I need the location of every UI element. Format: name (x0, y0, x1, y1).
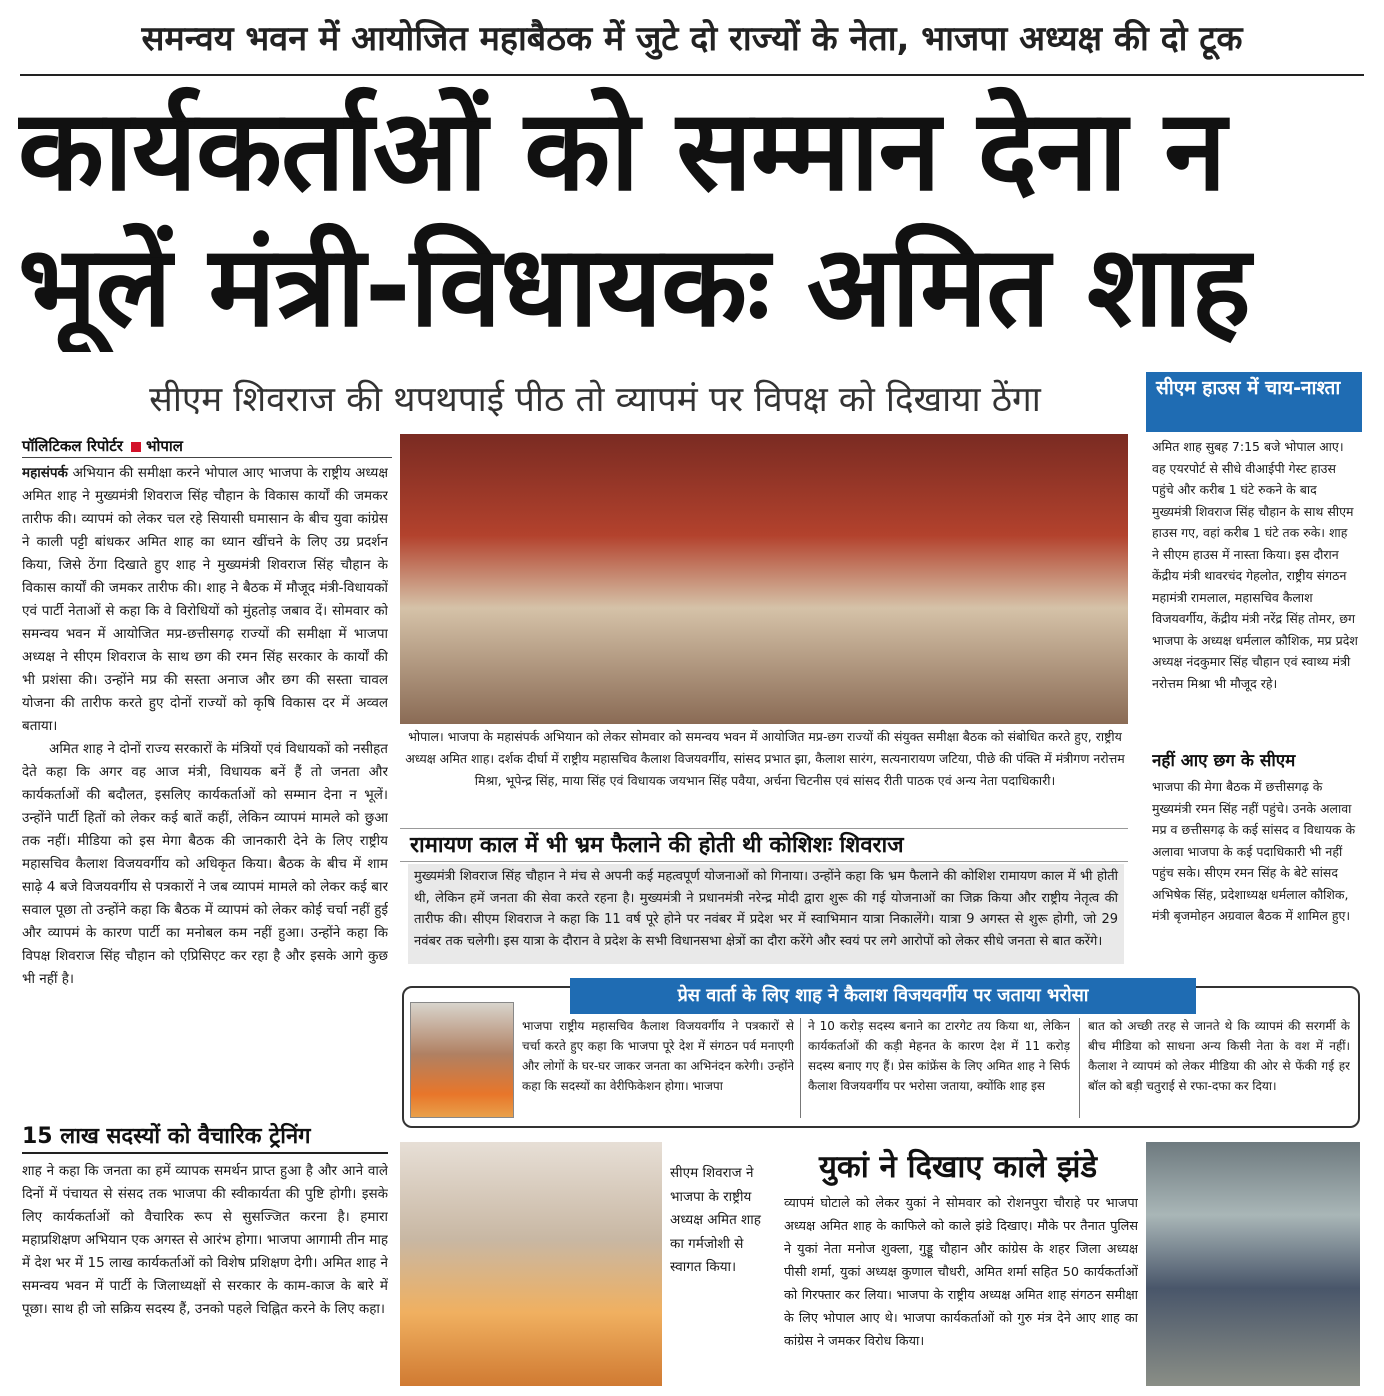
sidebar-body-2: भाजपा की मेगा बैठक में छत्तीसगढ़ के मुख्यमंत्री रमन सिंह नहीं पहुंचे। उनके अलावा मप्र व छत्तीसगढ़ के कई सांसद व विधायक के अलावा भाजपा के कई पदाधिकारी भी नहीं पहुंच सके। सीएम रमन सिंह के बेटे सांसद अभिषेक सिंह, प्रदेशाध्यक्ष धर्मलाल कौशिक, मंत्री बृजमोहन अग्रवाल बैठक में शामिल हुए। (1152, 779, 1356, 923)
welcome-photo (400, 1142, 662, 1386)
kicker-rule (20, 74, 1364, 76)
main-story-paragraph-2: अमित शाह ने दोनों राज्य सरकारों के मंत्रियों एवं विधायकों को नसीहत देते कहा कि अगर वह आज मंत्री, विधायक बनें हैं तो जनता और कार्यकर्ताओं की बदौलत, इसलिए कार्यकर्ताओं को सम्मान देना न भूलें। उन्होंने पार्टी हितों को लेकर कई बातें कहीं, लेकिन व्यापमं मामले को छुआ तक नहीं। मीडिया को इस मेगा बैठक की जानकारी देने के लिए राष्ट्रीय महासचिव कैलाश विजयवर्गीय को अधिकृत किया। बैठक के बीच में शाम साढ़े 4 बजे विजयवर्गीय से पत्रकारों ने जब व्यापमं मामले को लेकर कई बार सवाल पूछा तो उन्होंने कहा कि बैठक में व्यापमं को लेकर कोई चर्चा नहीं हुई और व्यापमं के कारण पार्टी का मनोबल कम नहीं हुआ। उन्होंने कहा कि विपक्ष शिवराज सिंह चौहान को एप्रिसिएट कर रहा है और इसके आगे कुछ भी नहीं है। (22, 741, 388, 987)
main-story-body (22, 462, 388, 1114)
press-column-1: भाजपा राष्ट्रीय महासचिव कैलाश विजयवर्गीय ने पत्रकारों से चर्चा करते हुए कहा कि भाजपा पूरे देश में संगठन पर्व मनाएगी और लोगों के घर-घर जाकर जनता का अभिनंदन करेगी। उन्होंने कहा कि सदस्यों का वेरीफिकेशन होगा। भाजपा (522, 1019, 794, 1093)
deck-subheadline: सीएम शिवराज की थपथपाई पीठ तो व्यापमं पर विपक्ष को दिखाया ठेंगा (149, 380, 1041, 420)
press-heading: प्रेस वार्ता के लिए शाह ने कैलाश विजयवर्गीय पर जताया भरोसा (570, 978, 1196, 1014)
column-divider (800, 1018, 801, 1118)
rally-photo (400, 434, 1128, 724)
lead-word: महासंपर्क (22, 465, 68, 481)
youth-congress-body: व्यापमं घोटाले को लेकर युकां ने सोमवार को रोशनपुरा चौराहे पर भाजपा अध्यक्ष अमित शाह के काफिले को काले झंडे दिखाए। मौके पर तैनात पुलिस ने युकां नेता मनोज शुक्ला, गुड्डू चौहान और कांग्रेस के शहर जिला अध्यक्ष पीसी शर्मा, युकां अध्यक्ष कुणाल चौधरी, अमित शर्मा सहित 50 कार्यकर्ताओं को गिरफ्तार कर लिया। भाजपा के राष्ट्रीय अध्यक्ष अमित शाह संगठन समीक्षा के लिए भोपाल आए थे। भाजपा कार्यकर्ताओं को गुरु मंत्र देने आए शाह का कांग्रेस ने जमकर विरोध किया। (784, 1196, 1138, 1349)
kicker-headline: समन्वय भवन में आयोजित महाबैठक में जुटे दो राज्यों के नेता, भाजपा अध्यक्ष की दो टूक (141, 19, 1243, 59)
ramayan-body: मुख्यमंत्री शिवराज सिंह चौहान ने मंच से अपनी कई महत्वपूर्ण योजनाओं को गिनाया। उन्होंने कहा कि भ्रम फैलाने की कोशिश रामायण काल में भी होती थी, लेकिन हमें जनता की सेवा करते रहना है। मुख्यमंत्री ने प्रधानमंत्री नरेन्द्र मोदी द्वारा शुरू की गई योजनाओं का जिक्र किया और राष्ट्रीय नेतृत्व की तारीफ की। सीएम शिवराज ने कहा कि 11 वर्ष पूरे होने पर नवंबर में प्रदेश भर में स्वाभिमान यात्रा निकालेंगे। यात्रा 9 अगस्त से शुरू होगी, जो 29 नवंबर तक चलेगी। इस यात्रा के दौरान वे प्रदेश के सभी विधानसभा क्षेत्रों का दौरा करेंगे और स्वयं पर लगे आरोपों को लेकर सीधे जनता से बात करेंगे। (408, 864, 1124, 964)
byline (22, 436, 392, 458)
press-column-2: ने 10 करोड़ सदस्य बनाने का टारगेट तय किया था, लेकिन कार्यकर्ताओं की कड़ी मेहनत के कारण देश में 11 करोड़ सदस्य बनाए गए हैं। प्रेस कांफ्रेंस के लिए अमित शाह ने सिर्फ कैलाश विजयवर्गीय पर भरोसा जताया, क्योंकि शाह इस (808, 1019, 1070, 1093)
training-heading: 15 लाख सदस्यों को वैचारिक ट्रेनिंग (22, 1122, 388, 1154)
youth-congress-heading: युकां ने दिखाए काले झंडे (818, 1149, 1098, 1185)
training-body: शाह ने कहा कि जनता का हमें व्यापक समर्थन प्राप्त हुआ है और आने वाले दिनों में पंचायत से संसद तक भाजपा की स्वीकार्यता की पुष्टि होगी। इसके लिए कार्यकर्ताओं को वैचारिक रूप से सुसज्जित करना है। हमारा महाप्रशिक्षण अभियान एक अगस्त से आरंभ होगा। भाजपा आगामी तीन माह में देश भर में 15 लाख कार्यकर्ताओं को विशेष प्रशिक्षण देगी। अमित शाह ने समन्वय भवन में पार्टी के जिलाध्यक्षों से सरकार के काम-काज के बारे में पूछा। साथ ही जो सक्रिय सदस्य हैं, उनको पहले चिह्नित करने के लिए कहा। (22, 1163, 388, 1317)
column-divider (1079, 1018, 1080, 1118)
byline-reporter: पॉलिटिकल रिपोर्टर (22, 437, 123, 455)
byline-city: भोपाल (145, 437, 183, 455)
press-column-3: बात को अच्छी तरह से जानते थे कि व्यापमं की सरगर्मी के बीच मीडिया को साधना अन्य किसी नेता के वश में नहीं। कैलाश ने व्यापमं को लेकर मीडिया की ओर से फेंकी गई हर बॉल को बड़ी चतुराई से रफा-दफा कर दिया। (1088, 1019, 1350, 1093)
ramayan-heading: रामायण काल में भी भ्रम फैलाने की होती थी कोशिशः शिवराज (400, 828, 1128, 862)
main-headline-line1: कार्यकर्ताओं को सम्मान देना न (18, 86, 1226, 216)
welcome-photo-caption: सीएम शिवराज ने भाजपा के राष्ट्रीय अध्यक्ष अमित शाह का गर्मजोशी से स्वागत किया। (670, 1165, 761, 1275)
red-square-icon (131, 442, 141, 452)
main-story-paragraph-1 (22, 462, 388, 738)
main-headline-line2: भूलें मंत्री-विधायकः अमित शाह (18, 222, 1250, 352)
protest-arrest-photo (1146, 1142, 1360, 1386)
sidebar-subheading: नहीं आए छग के सीएम (1152, 751, 1296, 771)
kailash-portrait-photo (410, 1002, 514, 1118)
sidebar-heading: सीएम हाउस में चाय-नाश्ता (1146, 372, 1362, 432)
sidebar-body: अमित शाह सुबह 7:15 बजे भोपाल आए। वह एयरपोर्ट से सीधे वीआईपी गेस्ट हाउस पहुंचे और करीब 1 घंटे रुकने के बाद मुख्यमंत्री शिवराज सिंह चौहान के साथ सीएम हाउस गए, वहां करीब 1 घंटे तक रुके। शाह ने सीएम हाउस में नास्ता किया। इस दौरान केंद्रीय मंत्री थावरचंद गेहलोत, राष्ट्रीय संगठन महामंत्री रामलाल, महासचिव कैलाश विजयवर्गीय, केंद्रीय मंत्री नरेंद्र सिंह तोमर, छग भाजपा के अध्यक्ष धर्मलाल कौशिक, मप्र प्रदेश अध्यक्ष नंदकुमार सिंह चौहान एवं स्वाथ्य मंत्री नरोत्तम मिश्रा भी मौजूद रहे। (1152, 439, 1358, 691)
rally-photo-caption: भोपाल। भाजपा के महासंपर्क अभियान को लेकर सोमवार को समन्वय भवन में आयोजित मप्र-छग राज्यों की संयुक्त समीक्षा बैठक को संबोधित करते हुए, राष्ट्रीय अध्यक्ष अमित शाह। दर्शक दीर्घा में राष्ट्रीय महासचिव कैलाश विजयवर्गीय, सांसद प्रभात झा, कैलाश सारंग, सत्यनारायण जटिया, पीछे की पंक्ति में मंत्रीगण नरोत्तम मिश्रा, भूपेन्द्र सिंह, माया सिंह एवं विधायक जयभान सिंह पवैया, अर्चना चिटनीस एवं सांसद रीती पाठक एवं अन्य नेता पदाधिकारी। (405, 729, 1125, 788)
main-story-p1-text: अभियान की समीक्षा करने भोपाल आए भाजपा के राष्ट्रीय अध्यक्ष अमित शाह ने मुख्यमंत्री शिवराज सिंह चौहान के विकास कार्यों की जमकर तारीफ की। व्यापमं को लेकर चल रहे सियासी घमासान के बीच युवा कांग्रेस ने काली पट्टी बांधकर अमित शाह का ध्यान खींचने के लिए उग्र प्रदर्शन किया, जिसे ठेंगा दिखाते हुए शाह ने मुख्यमंत्री शिवराज सिंह चौहान के विकास कार्यों की जमकर तारीफ की। शाह ने बैठक में मौजूद मंत्री-विधायकों एवं पार्टी नेताओं से कहा कि वे विरोधियों को मुंहतोड़ जबाव दें। सोमवार को समन्वय भवन में आयोजित मप्र-छत्तीसगढ़ राज्यों की समीक्षा में भाजपा अध्यक्ष ने सीएम शिवराज के साथ छग की रमन सिंह सरकार के कार्यों की भी प्रशंसा की। उन्होंने मप्र की सस्ता अनाज और छग की सस्ता चावल योजना की तारीफ करते हुए दोनों राज्यों को कृषि विकास दर में अव्वल बताया। (22, 465, 388, 734)
